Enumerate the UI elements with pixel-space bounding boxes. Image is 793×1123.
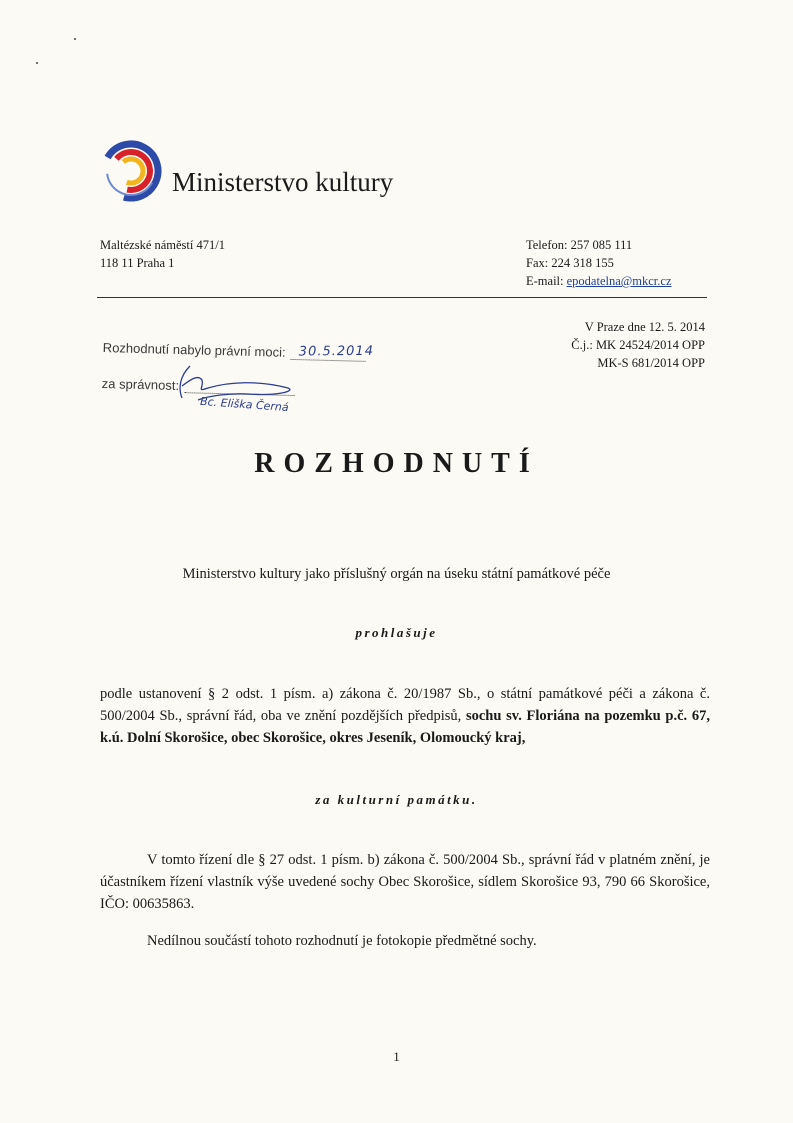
reference-block [571,318,705,372]
body-text: podle ustanovení § 2 odst. 1 písm. a) zákona č. 20/1987 Sb., o státní památkové péči a zákona č. 500/2004 Sb., správní řád, oba ve znění pozdějších předpisů, [100,686,710,724]
address-line: Maltézské náměstí 471/1 [100,238,225,252]
legal-force-date: 30.5.2014 [299,343,375,360]
scan-speck [36,62,38,64]
as-monument-line: za kulturní památku. [315,792,478,807]
address-block [100,236,225,272]
organization-name: Ministerstvo kultury [172,167,394,197]
reference-number: Č.j.: MK 24524/2014 OPP [571,338,705,352]
body-bold-text: sochu sv. Floriána na pozemku p.č. 67, k.ú. Dolní Skorošice, obec Skorošice, okres Jeseník, Olomoucký kraj, [100,708,710,746]
document-title: ROZHODNUTÍ [254,448,539,479]
address-line: 118 11 Praha 1 [100,256,175,270]
decision-body [100,683,710,749]
certified-label: za správnost: [101,376,180,394]
intro-line: Ministerstvo kultury jako příslušný orgán na úseku státní památkové péče [182,566,611,582]
place-date: V Praze dne 12. 5. 2014 [584,320,705,334]
legal-force-label: Rozhodnutí nabylo právní moci: [102,340,286,360]
certifier-name: Bc. Eliška Černá [199,394,290,415]
contact-block [526,236,672,290]
scan-speck [74,38,76,40]
header-divider [97,297,707,298]
paragraph-participant: V tomto řízení dle § 27 odst. 1 písm. b) zákona č. 500/2004 Sb., správní řád v platném znění, je účastníkem řízení vlastník výše uvedené sochy Obec Skorošice, sídlem Skorošice 93, 790 66 Skorošice, IČO: 00635863. [100,852,710,912]
paragraph-attachment: Nedílnou součástí tohoto rozhodnutí je fotokopie předmětné sochy. [147,933,537,949]
phone: Telefon: 257 085 111 [526,238,633,252]
fax: Fax: 224 318 155 [526,256,614,270]
page-number: 1 [393,1049,400,1064]
email-row [526,272,672,290]
email-link[interactable]: epodatelna@mkcr.cz [566,274,672,288]
email-label: E-mail: [526,274,567,288]
ministry-of-culture-logo [100,140,162,202]
declares-line: prohlašuje [355,625,438,640]
mk-s-number: MK-S 681/2014 OPP [597,356,705,370]
